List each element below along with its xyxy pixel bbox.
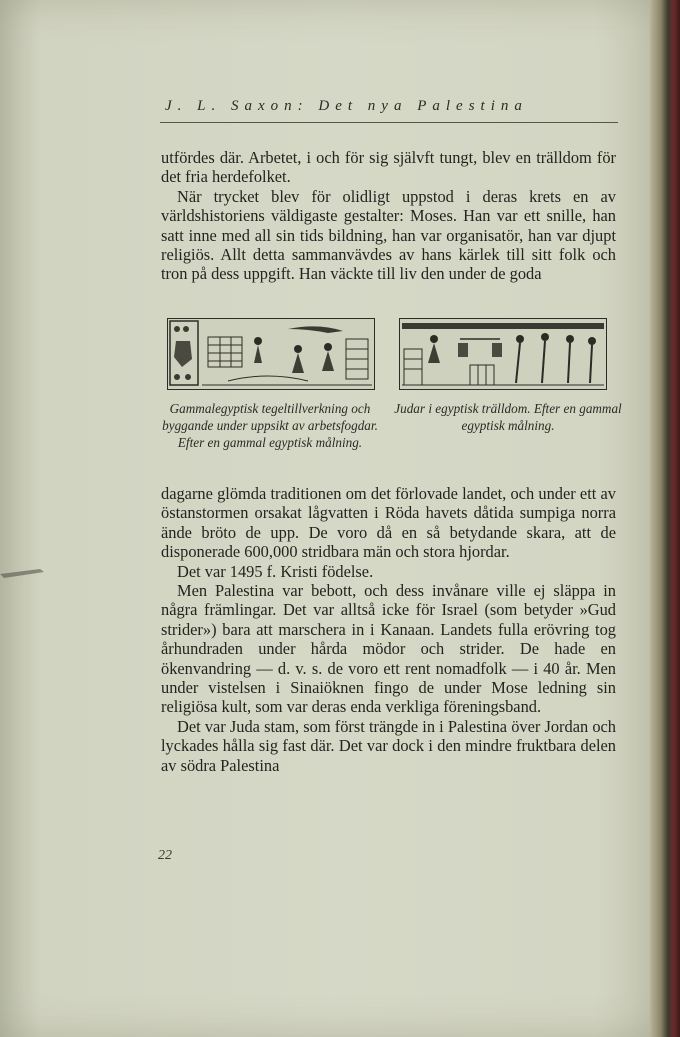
paragraph: Det var Juda stam, som först trängde in i Palestina över Jordan och lyckades hålla sig fast där. Det var dock i den mindre fruktbara delen av södra Palestina (161, 716, 616, 775)
paragraph: Det var 1495 f. Kristi födelse. (177, 561, 374, 581)
text-block-bottom (161, 484, 616, 775)
header-rule (160, 122, 618, 123)
figure-brickmaking-illustration (167, 318, 375, 390)
paragraph: dagarne glömda traditionen om det förlovade landet, och under ett av östanstormen orsakat lågvatten i Röda havets dåtida sumpiga norra ände bröto de upp. De voro då en så betydande skara, att de disponerade 600,000 stridbara män och stora hjordar. (161, 484, 616, 562)
text-block-top (161, 148, 616, 284)
book-edge (650, 0, 680, 1037)
paper-clip-shadow (0, 566, 44, 580)
figure-caption-right: Judar i egyptisk trälldom. Efter en gammal egyptisk målning. (394, 401, 622, 433)
running-head: J. L. Saxon: Det nya Palestina (165, 98, 528, 114)
paragraph: utfördes där. Arbetet, i och för sig självft tungt, blev en trälldom för det fria herdefolket. (161, 148, 616, 187)
figure-slavery-illustration (399, 318, 607, 390)
brickmaking-drawing (168, 319, 374, 389)
page-number: 22 (158, 848, 172, 863)
paragraph: Men Palestina var bebott, och dess invånare ville ej släppa in några främlingar. Det var alltså icke för Israel (som betyder »Gud strider») bara att marschera in i Kanaan. Landets fulla erövring tog århundraden under hårda mödor och strider. De hade en ökenvandring — d. v. s. de voro ett rent nomadfolk — i 40 år. Men under vistelsen i Sinaiöknen fingo de under Mose ledning sin religiösa kult, som var deras enda verkliga föreningsband. (161, 581, 616, 717)
figure-caption-left: Gammalegyptisk tegeltillverkning och byggande under uppsikt av arbetsfogdar. Efter en gammal egyptisk målning. (162, 401, 378, 450)
paragraph: När trycket blev för olidligt uppstod i deras krets en av världshistoriens väldigaste gestalter: Moses. Han var ett snille, han satt inne med all sin tids bildning, han var organisatör, han var djupt religiös. Allt detta sammanvävdes av hans kärlek till sitt folk och tron på dess uppgift. Han väckte till liv den under de goda (161, 186, 616, 284)
slavery-drawing (400, 319, 606, 389)
